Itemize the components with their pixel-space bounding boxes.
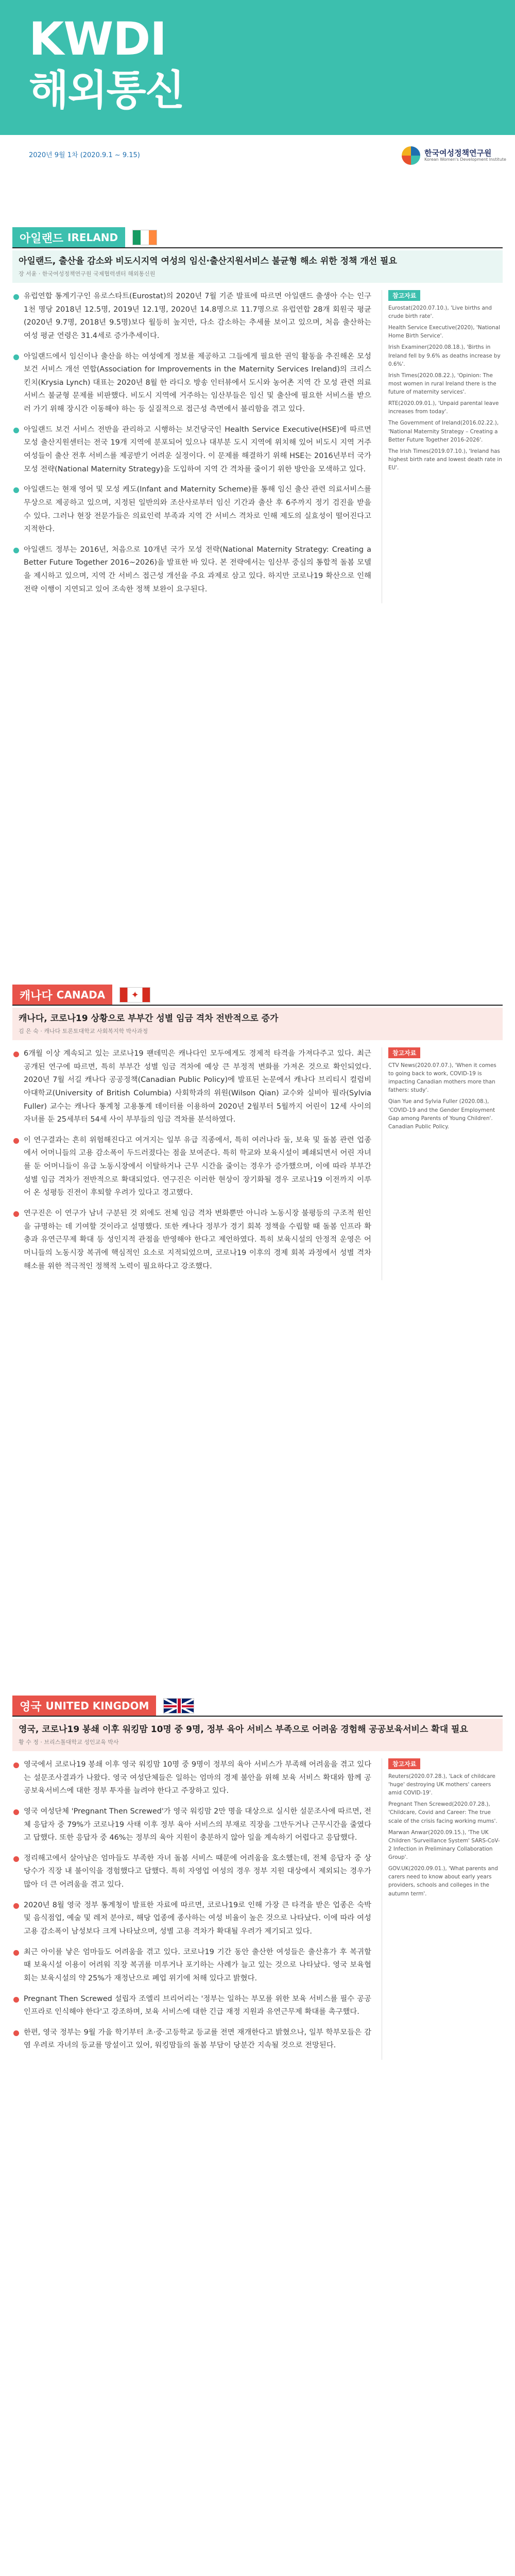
logo — [402, 146, 506, 165]
ireland-flag-icon — [132, 230, 157, 245]
country-name-en: UNITED KINGDOM — [45, 1700, 149, 1712]
author: 김 은 숙 · 캐나다 토론토대학교 사회복지학 박사과정 — [19, 1027, 148, 1035]
reference-column — [382, 1047, 503, 1280]
country-name-en: CANADA — [56, 989, 106, 1001]
paragraph: 연구진은 이 연구가 남녀 구분된 것 외에도 전체 임금 격차 변화뿐만 아니라 노동시장 불평등의 구조적 원인을 규명하는 데 기여할 것이라고 설명했다. 또한 캐나다 정부가 경기 회복 정책을 수립할 때 돌봄 인프라 확충과 유연근무제 확대 등 성인지적 관점을 반영해야 한다고 제언하였다. 특히 보육시설의 안정적 운영은 어머니들의 노동시장 복귀에 핵심적인 요소로 지적되었으며, 코로나19 이후의 경제 회복 과정에서 성별 격차 해소를 위한 적극적인 정책적 노력이 필요하다고 강조했다. — [12, 1207, 371, 1273]
country-bar — [12, 1695, 503, 1717]
paragraph: 아일랜드는 현재 영어 및 모성 케도(Infant and Maternity Scheme)를 통해 임신 출산 관련 의료서비스를 무상으로 제공하고 있으며, 지정된 일반의와 조산사로부터 임신 기간과 출산 후 6주까지 정기 검진을 받을 수 있다. 그러나 현장 전문가들은 의료인력 부족과 지역 간 서비스 격차로 인해 제도의 실효성이 떨어진다고 지적한다. — [12, 483, 371, 536]
country-name: 영국 — [20, 1700, 42, 1714]
logo-name: 한국여성정책연구원 — [424, 148, 492, 158]
paragraph: 아일랜드 정부는 2016년, 처음으로 10개년 국가 모성 전략(National Maternity Strategy: Creating a Better Future Together 2016~2026)을 발표한 바 있다. 본 전략에서는 임산부 중심의 통합적 돌봄 모델을 제시하고 있으며, 지역 간 서비스 접근성 개선을 주요 과제로 삼고 있다. 하지만 코로나19 확산으로 인해 전략 이행이 지연되고 있어 조속한 정책 보완이 요구된다. — [12, 544, 371, 597]
headline-box — [12, 1719, 503, 1751]
reference-item[interactable]: Reuters(2020.07.28.), 'Lack of childcare 'huge' destroying UK mothers' careers amid COVID-19'. — [388, 1773, 495, 1797]
paragraph: 2020년 8월 영국 정부 통계청이 발표한 자료에 따르면, 코로나19로 인해 가장 큰 타격을 받은 업종은 숙박 및 음식점업, 예술 및 레저 분야로, 해당 업종에 종사하는 여성 비율이 높은 것으로 나타났다. 이에 따라 여성 고용 감소폭이 남성보다 크게 나타났으며, 성별 고용 격차가 확대될 우려가 제기되고 있다. — [12, 1899, 371, 1939]
reference-column — [382, 290, 503, 603]
reference-title: 참고자료 — [388, 290, 420, 301]
reference-item[interactable]: Irish Times(2020.08.22.), 'Opinion: The most women in rural Ireland there is the future of maternity services'. — [388, 372, 496, 396]
country-name-en: IRELAND — [67, 231, 118, 244]
canada-flag-icon: ✦ — [119, 987, 150, 1003]
main-column — [12, 1758, 371, 2060]
reference-item[interactable]: Health Service Executive(2020), 'National Home Birth Service'. — [388, 325, 500, 340]
header-title: KWDI — [29, 12, 167, 65]
author: 장 서윤 · 한국여성정책연구원 국제협력센터 해외통신원 — [19, 270, 156, 277]
section-canada — [0, 984, 515, 1280]
header-band — [0, 135, 515, 180]
paragraph: 한편, 영국 정부는 9월 가을 학기부터 초·중·고등학교 등교를 전면 재개한다고 밝혔으나, 일부 학부모들은 감염 우려로 자녀의 등교를 망설이고 있어, 워킹맘들의 돌봄 부담이 당분간 지속될 것으로 전망된다. — [12, 2026, 371, 2053]
country-label — [12, 227, 125, 248]
paragraph: Pregnant Then Screwed 설립자 조엘리 브리어리는 '정부는 일하는 부모를 위한 보육 서비스를 필수 공공 인프라로 인식해야 한다'고 강조하며, 보육 서비스에 대한 긴급 재정 지원과 유연근무제 확대를 촉구했다. — [12, 1993, 371, 2019]
headline-box — [12, 1008, 503, 1040]
logo-mark-icon — [402, 146, 420, 165]
country-name: 아일랜드 — [20, 232, 64, 245]
reference-item[interactable]: Pregnant Then Screwed(2020.07.28.), 'Childcare, Covid and Career: The true scale of the crisis facing working mums'. — [388, 1801, 497, 1824]
reference-item[interactable]: RTE(2020.09.01.), 'Unpaid parental leave increases from today'. — [388, 400, 499, 415]
content — [12, 1047, 503, 1280]
reference-item[interactable]: Eurostat(2020.07.10.), 'Live births and crude birth rate'. — [388, 304, 492, 320]
reference-item[interactable]: Irish Examiner(2020.08.18.), 'Births in Ireland fell by 9.6% as deaths increase by 0.6%'. — [388, 344, 501, 367]
country-bar — [12, 984, 503, 1006]
paragraph: 영국 여성단체 'Pregnant Then Screwed'가 영국 워킹맘 2만 명을 대상으로 실시한 설문조사에 따르면, 전체 응답자 중 79%가 코로나19 사태 이후 정부 육아 서비스의 부재로 직장을 그만두거나 근무시간을 줄였다고 답했다. 또한 응답자 중 46%는 정부의 육아 지원이 충분하지 않아 일을 계속하기 어렵다고 응답했다. — [12, 1805, 371, 1845]
reference-item[interactable]: The Irish Times(2019.07.10.), 'Ireland has highest birth rate and lowest death rate in EU'. — [388, 448, 502, 471]
paragraph: 아일랜드에서 임신이나 출산을 하는 여성에게 정보를 제공하고 그들에게 필요한 권익 활동을 추진해온 모성보건 서비스 개선 연합(Association for Improvements in the Maternity Services Ireland)의 크리스 킨치(Krysia Lynch) 대표는 2020년 8월 한 라디오 방송 인터뷰에서 도시와 농어촌 지역 간 모성 관련 의료서비스 불균형 문제를 비판했다. 비도시 지역에 거주하는 임산부들은 임신 및 출산에 필요한 서비스를 받으러 가기 위해 장시간 이동해야 하는 등 실질적으로 접근성 측면에서 불리함을 겪고 있다. — [12, 350, 371, 416]
uk-flag-icon — [163, 1698, 194, 1714]
reference-title: 참고자료 — [388, 1047, 420, 1058]
paragraph: 유럽연합 통계기구인 유로스타트(Eurostat)의 2020년 7월 기준 발표에 따르면 아일랜드 출생아 수는 인구 1천 명당 2018년 12.5명, 2019년 12.1명, 2020년 14.8명으로 11.7명으로 유럽연합 28개 회원국 평균(2020년 9.7명, 2018년 9.5명)보다 월등히 높지만, 다소 감소하는 추세를 보이고 있으며, 처음 출산하는 여성 평균 연령은 31.4세로 증가추세이다. — [12, 290, 371, 343]
headline-box — [12, 250, 503, 283]
header — [0, 0, 515, 135]
paragraph: 영국에서 코로나19 봉쇄 이후 영국 워킹맘 10명 중 9명이 정부의 육아 서비스가 부족해 어려움을 겪고 있다는 설문조사결과가 나왔다. 영국 여성단체들은 일하는 엄마의 경제 불안을 위해 보육 서비스 확대와 함께 공공보육서비스에 대한 정부 투자를 늘려야 한다고 주장하고 있다. — [12, 1758, 371, 1798]
reference-item[interactable]: Qian Yue and Sylvia Fuller (2020.08.), 'COVID-19 and the Gender Employment Gap among Parents of Young Children'. Canadian Public Policy. — [388, 1098, 495, 1130]
logo-name-en: Korean Women's Development Institute — [424, 157, 506, 162]
headline: 영국, 코로나19 봉쇄 이후 워킹맘 10명 중 9명, 정부 육아 서비스 부족으로 어려움 경험해 공공보육서비스 확대 필요 — [19, 1724, 468, 1735]
content — [12, 290, 503, 603]
author: 황 수 정 · 브리스톨대학교 성인교육 박사 — [19, 1738, 119, 1745]
country-name: 캐나다 — [20, 989, 53, 1003]
paragraph: 6개월 이상 계속되고 있는 코로나19 팬데믹은 캐나다인 모두에게도 경제적 타격을 가져다주고 있다. 최근 공개된 연구에 따르면, 특히 부부간 성별 임금 격차에 예상 큰 부정적 변화를 가져온 것으로 확인되었다. 2020년 7월 서길 캐나다 공공정책(Canadian Public Policy)에 발표된 논문에서 캐나다 브리티시 컬럼비아대학교(University of British Columbia) 사회학과의 위원(Wilson Qian) 교수와 실비아 필라(Sylvia Fuller) 교수는 캐나다 통계청 고용통계 데이터를 이용하여 2020년 2월부터 5월까지 어린이 12세 사이의 자녀를 둔 25세부터 54세 사이 부부들의 임금 격차를 분석하였다. — [12, 1047, 371, 1127]
section-uk — [0, 1695, 515, 2060]
reference-item[interactable]: GOV.UK(2020.09.01.), 'What parents and carers need to know about early years providers, schools and colleges in the autumn term'. — [388, 1866, 498, 1897]
country-label — [12, 1696, 156, 1716]
paragraph: 정리해고에서 살아남은 엄마들도 부족한 자녀 돌봄 서비스 때문에 어려움을 호소했는데, 전체 응답자 중 상당수가 직장 내 불이익을 경험했다고 답했다. 특히 자영업 여성의 경우 정부 지원 대상에서 제외되는 경우가 많아 더 큰 어려움을 겪고 있다. — [12, 1852, 371, 1892]
section-ireland — [0, 227, 515, 603]
paragraph: 아일랜드 보건 서비스 전반을 관리하고 시행하는 보건당국인 Health Service Executive(HSE)에 따르면 모성 출산지원센터는 전국 19개 지역에 분포되어 있으나 대부분 도시 지역에 위치해 있어 비도시 지역 거주 여성들이 출산 전후 서비스를 제공받기 어려운 실정이다. 이 문제를 해결하기 위해 HSE는 2016년부터 국가 모성 전략(National Maternity Strategy)을 도입하여 지역 간 격차를 줄이기 위한 방안을 모색하고 있다. — [12, 423, 371, 477]
reference-item[interactable]: The Government of Ireland(2016.02.22.), 'National Maternity Strategy – Creating a Better Future Together 2016-2026'. — [388, 420, 499, 443]
reference-title: 참고자료 — [388, 1758, 420, 1769]
paragraph: 최근 아이를 낳은 엄마들도 어려움을 겪고 있다. 코로나19 기간 동안 출산한 여성들은 출산휴가 후 복귀할 때 보육시설 이용이 어려워 직장 복귀를 미루거나 포기하는 사례가 늘고 있는 것으로 나타났다. 영국 보육협회는 보육시설의 약 25%가 재정난으로 폐업 위기에 처해 있다고 밝혔다. — [12, 1946, 371, 1986]
header-subtitle: 해외통신 — [29, 66, 184, 114]
issue-line: 2020년 9월 1차 (2020.9.1 ~ 9.15) — [29, 151, 140, 159]
reference-column — [382, 1758, 503, 2060]
headline: 아일랜드, 출산율 감소와 비도시지역 여성의 임신·출산지원서비스 불균형 해소 위한 정책 개선 필요 — [19, 256, 397, 266]
main-column — [12, 290, 371, 603]
country-bar — [12, 227, 503, 248]
content — [12, 1758, 503, 2060]
main-column — [12, 1047, 371, 1280]
country-label — [12, 985, 112, 1005]
reference-item[interactable]: Marwan Anwar(2020.09.15.), 'The UK Children 'Surveillance System' SARS-CoV-2 Infection in Preliminary Collaboration Group'. — [388, 1829, 500, 1861]
headline: 캐나다, 코로나19 상황으로 부부간 성별 임금 격차 전반적으로 증가 — [19, 1013, 279, 1024]
paragraph: 이 연구결과는 흔히 위험해진다고 여겨지는 일부 유급 직종에서, 특히 여러나라 둘, 보육 및 돌봄 관련 업종에서 어머니들의 고용 감소폭이 두드러졌다는 점을 보여준다. 특히 학교와 보육시설이 폐쇄되면서 어린 자녀를 둔 어머니들이 유급 노동시장에서 이탈하거나 근무 시간을 줄이는 경우가 증가했으며, 이에 따라 부부간 성별 임금 격차가 전반적으로 확대되었다. 연구진은 이러한 현상이 장기화될 경우 코로나19 이전까지 이루어 온 성평등 진전이 후퇴할 우려가 있다고 경고했다. — [12, 1134, 371, 1200]
reference-item[interactable]: CTV News(2020.07.07.), 'When it comes to going back to work, COVID-19 is impacting Canadian mothers more than fathers: study'. — [388, 1062, 496, 1094]
